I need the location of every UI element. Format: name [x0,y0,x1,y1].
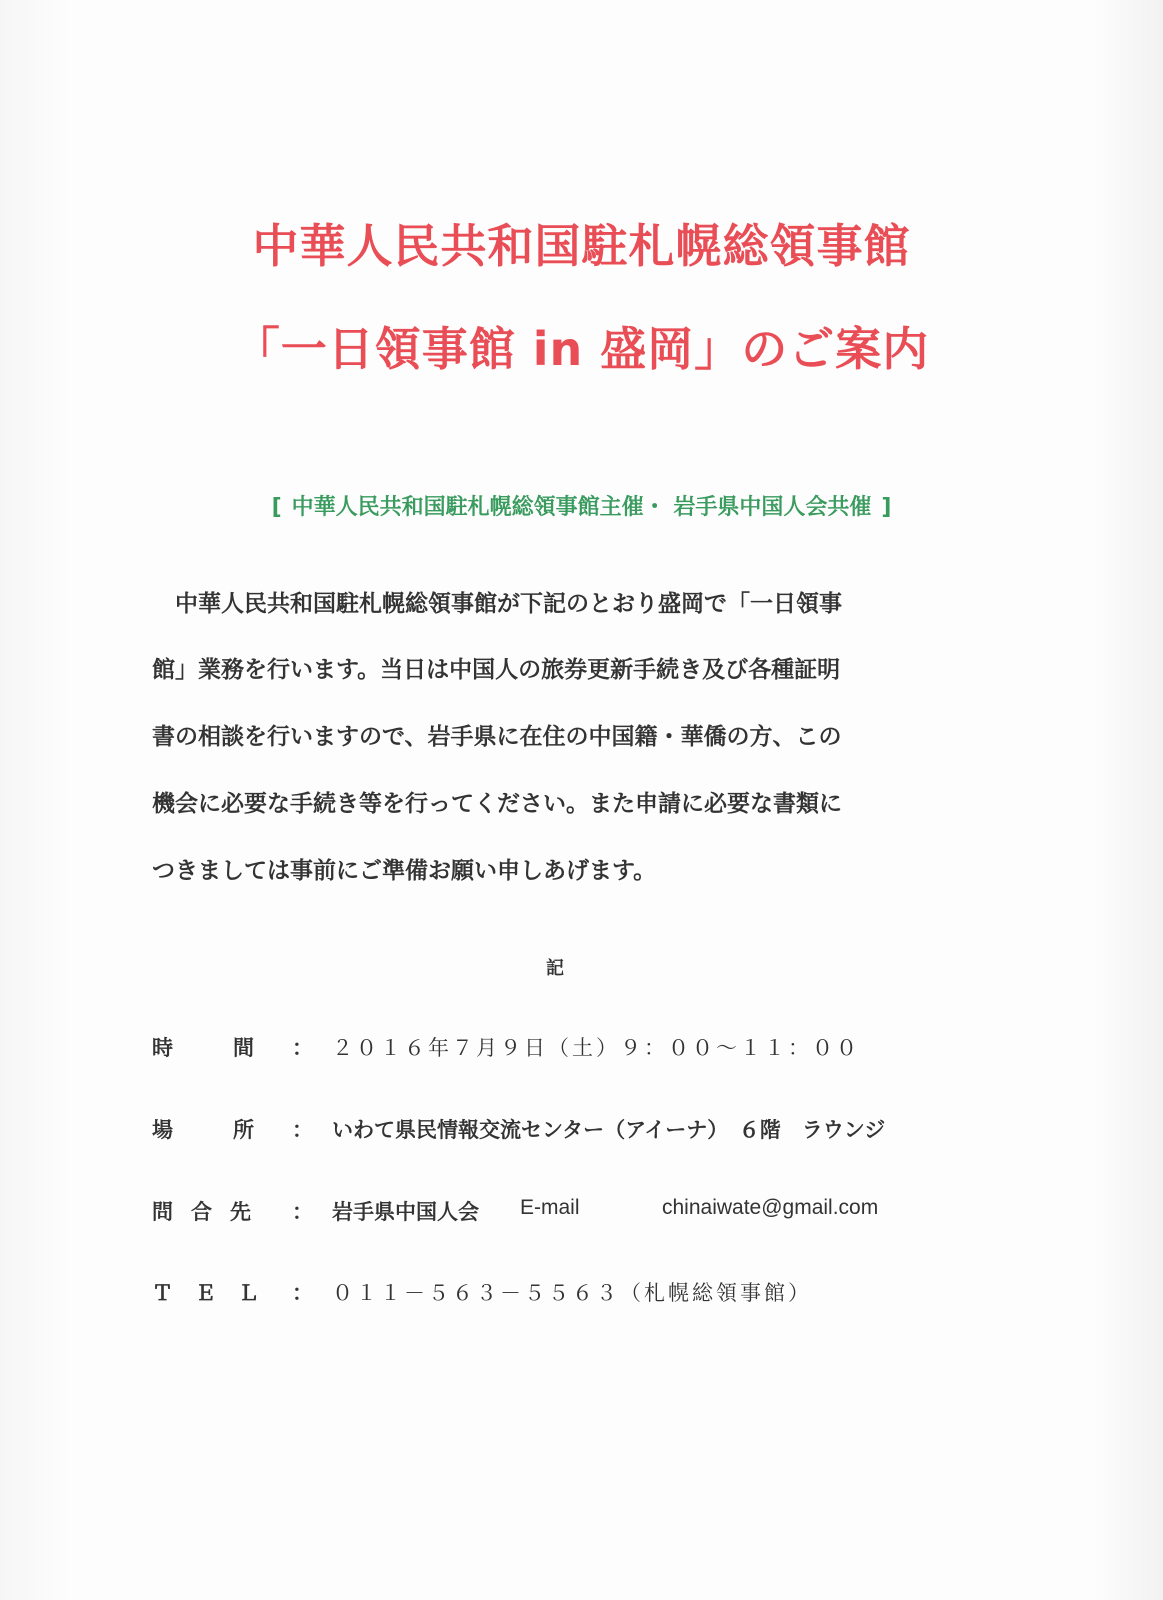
body-line-5: つきましては事前にご準備お願い申しあげます。 [152,858,657,884]
body-line-3: 書の相談を行いますので、岩手県に在住の中国籍・華僑の方、この [152,724,842,750]
place-value: いわて県民情報交流センター（アイーナ） ６階 ラウンジ [332,1118,886,1142]
contact-email-address[interactable]: chinaiwate@gmail.com [662,1196,879,1219]
contact-email-label: E-mail [520,1196,580,1219]
tel-colon: ： [292,1281,313,1305]
contact-colon: ： [292,1200,313,1224]
body-line-1: 中華人民共和国駐札幌総領事館が下記のとおり盛岡で「一日領事 [152,591,842,617]
body-line-2: 館」業務を行います。当日は中国人の旅券更新手続き及び各種証明 [152,657,841,683]
organizer-subtitle [0,490,1163,521]
place-label-char-2: 所 [233,1118,254,1142]
contact-label-char-1: 問 [152,1200,173,1224]
contact-label-char-3: 先 [230,1200,251,1224]
subtitle-open-bracket: [ [271,495,282,520]
time-label-char-2: 間 [233,1036,254,1060]
place-label-char-1: 場 [152,1118,173,1142]
title-line-1: 中華人民共和国駐札幌総領事館 [252,219,911,273]
contact-organization: 岩手県中国人会 [332,1200,479,1224]
body-line-4: 機会に必要な手続き等を行ってください。また申請に必要な書類に [152,791,842,817]
ki-heading: 記 [546,958,564,979]
subtitle-text: 中華人民共和国駐札幌総領事館主催・ 岩手県中国人会共催 [291,495,872,520]
title-line-2: 「一日領事館 in 盛岡」のご案内 [233,322,930,376]
time-colon: ： [292,1036,313,1060]
subtitle-close-bracket: ] [881,495,892,520]
tel-value: ０１１－５６３－５５６３（札幌総領事館） [332,1281,812,1305]
tel-label: ＴＥＬ [152,1281,281,1305]
place-colon: ： [292,1118,313,1142]
place-label [152,1114,254,1144]
time-label-char-1: 時 [152,1036,173,1060]
contact-label-char-2: 合 [191,1200,212,1224]
time-label [152,1032,254,1062]
contact-label [152,1196,251,1226]
time-value: ２０１６年７月９日（土）９：００～１１：００ [332,1036,860,1060]
